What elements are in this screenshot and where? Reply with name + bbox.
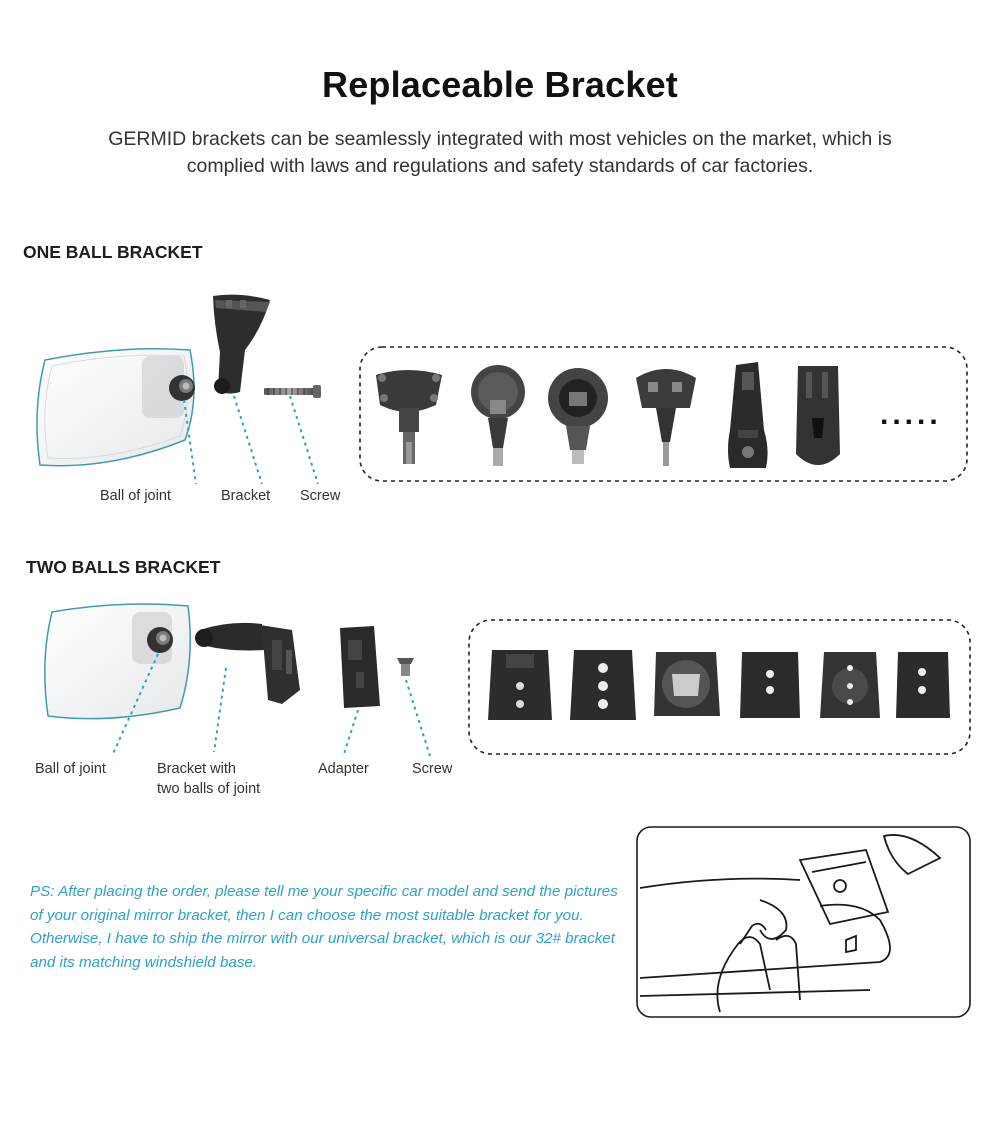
one-ball-label-bracket: Bracket xyxy=(221,488,271,504)
one-ball-screw xyxy=(264,385,321,398)
two-balls-variant-5 xyxy=(820,652,880,718)
two-balls-variant-3 xyxy=(654,652,720,716)
two-balls-screw xyxy=(397,658,414,676)
one-ball-variant-3 xyxy=(548,368,608,464)
two-balls-variant-6 xyxy=(896,652,950,718)
two-balls-label-bracket-line2: two balls of joint xyxy=(157,781,261,797)
page-title: Replaceable Bracket xyxy=(322,64,678,105)
two-balls-label-ball: Ball of joint xyxy=(35,761,106,777)
two-balls-variant-2 xyxy=(570,650,636,720)
one-ball-variant-6 xyxy=(796,366,840,465)
one-ball-heading: ONE BALL BRACKET xyxy=(23,242,203,262)
two-balls-label-bracket xyxy=(157,759,260,799)
page-subtitle: GERMID brackets can be seamlessly integrated with most vehicles on the market, which is complied with laws and regulations and safety standards of car factories. xyxy=(108,128,892,177)
one-ball-leader-lines xyxy=(184,396,318,484)
installation-sketch xyxy=(637,827,970,1017)
two-balls-label-adapter: Adapter xyxy=(318,761,369,777)
one-ball-more-indicator: ..... xyxy=(880,398,942,431)
ps-note: PS: After placing the order, please tell me your specific car model and send the pictures of your original mirror bracket, then I can choose the most suitable bracket for you. Otherwise, I have to ship the mirror with our universal bracket, which is our 32# bracket and its matching windshield base. xyxy=(30,883,618,971)
two-balls-variant-1 xyxy=(488,650,552,720)
one-ball-ball-of-joint xyxy=(169,375,195,401)
one-ball-variant-4 xyxy=(636,369,696,466)
two-balls-label-bracket-line1: Bracket with xyxy=(157,761,236,777)
two-balls-adapter xyxy=(340,626,380,708)
one-ball-label-ball: Ball of joint xyxy=(100,488,171,504)
two-balls-label-screw: Screw xyxy=(412,761,453,777)
two-balls-mirror xyxy=(45,604,190,719)
two-balls-heading: TWO BALLS BRACKET xyxy=(26,557,221,577)
one-ball-variant-5 xyxy=(728,362,768,468)
two-balls-variant-4 xyxy=(740,652,800,718)
one-ball-label-screw: Screw xyxy=(300,488,341,504)
one-ball-bracket-part xyxy=(213,295,270,394)
two-balls-bracket-part xyxy=(195,623,300,704)
two-balls-ball-of-joint xyxy=(147,627,173,653)
one-ball-variant-1 xyxy=(376,370,442,464)
one-ball-mirror xyxy=(37,349,194,466)
one-ball-variant-2 xyxy=(471,365,525,466)
